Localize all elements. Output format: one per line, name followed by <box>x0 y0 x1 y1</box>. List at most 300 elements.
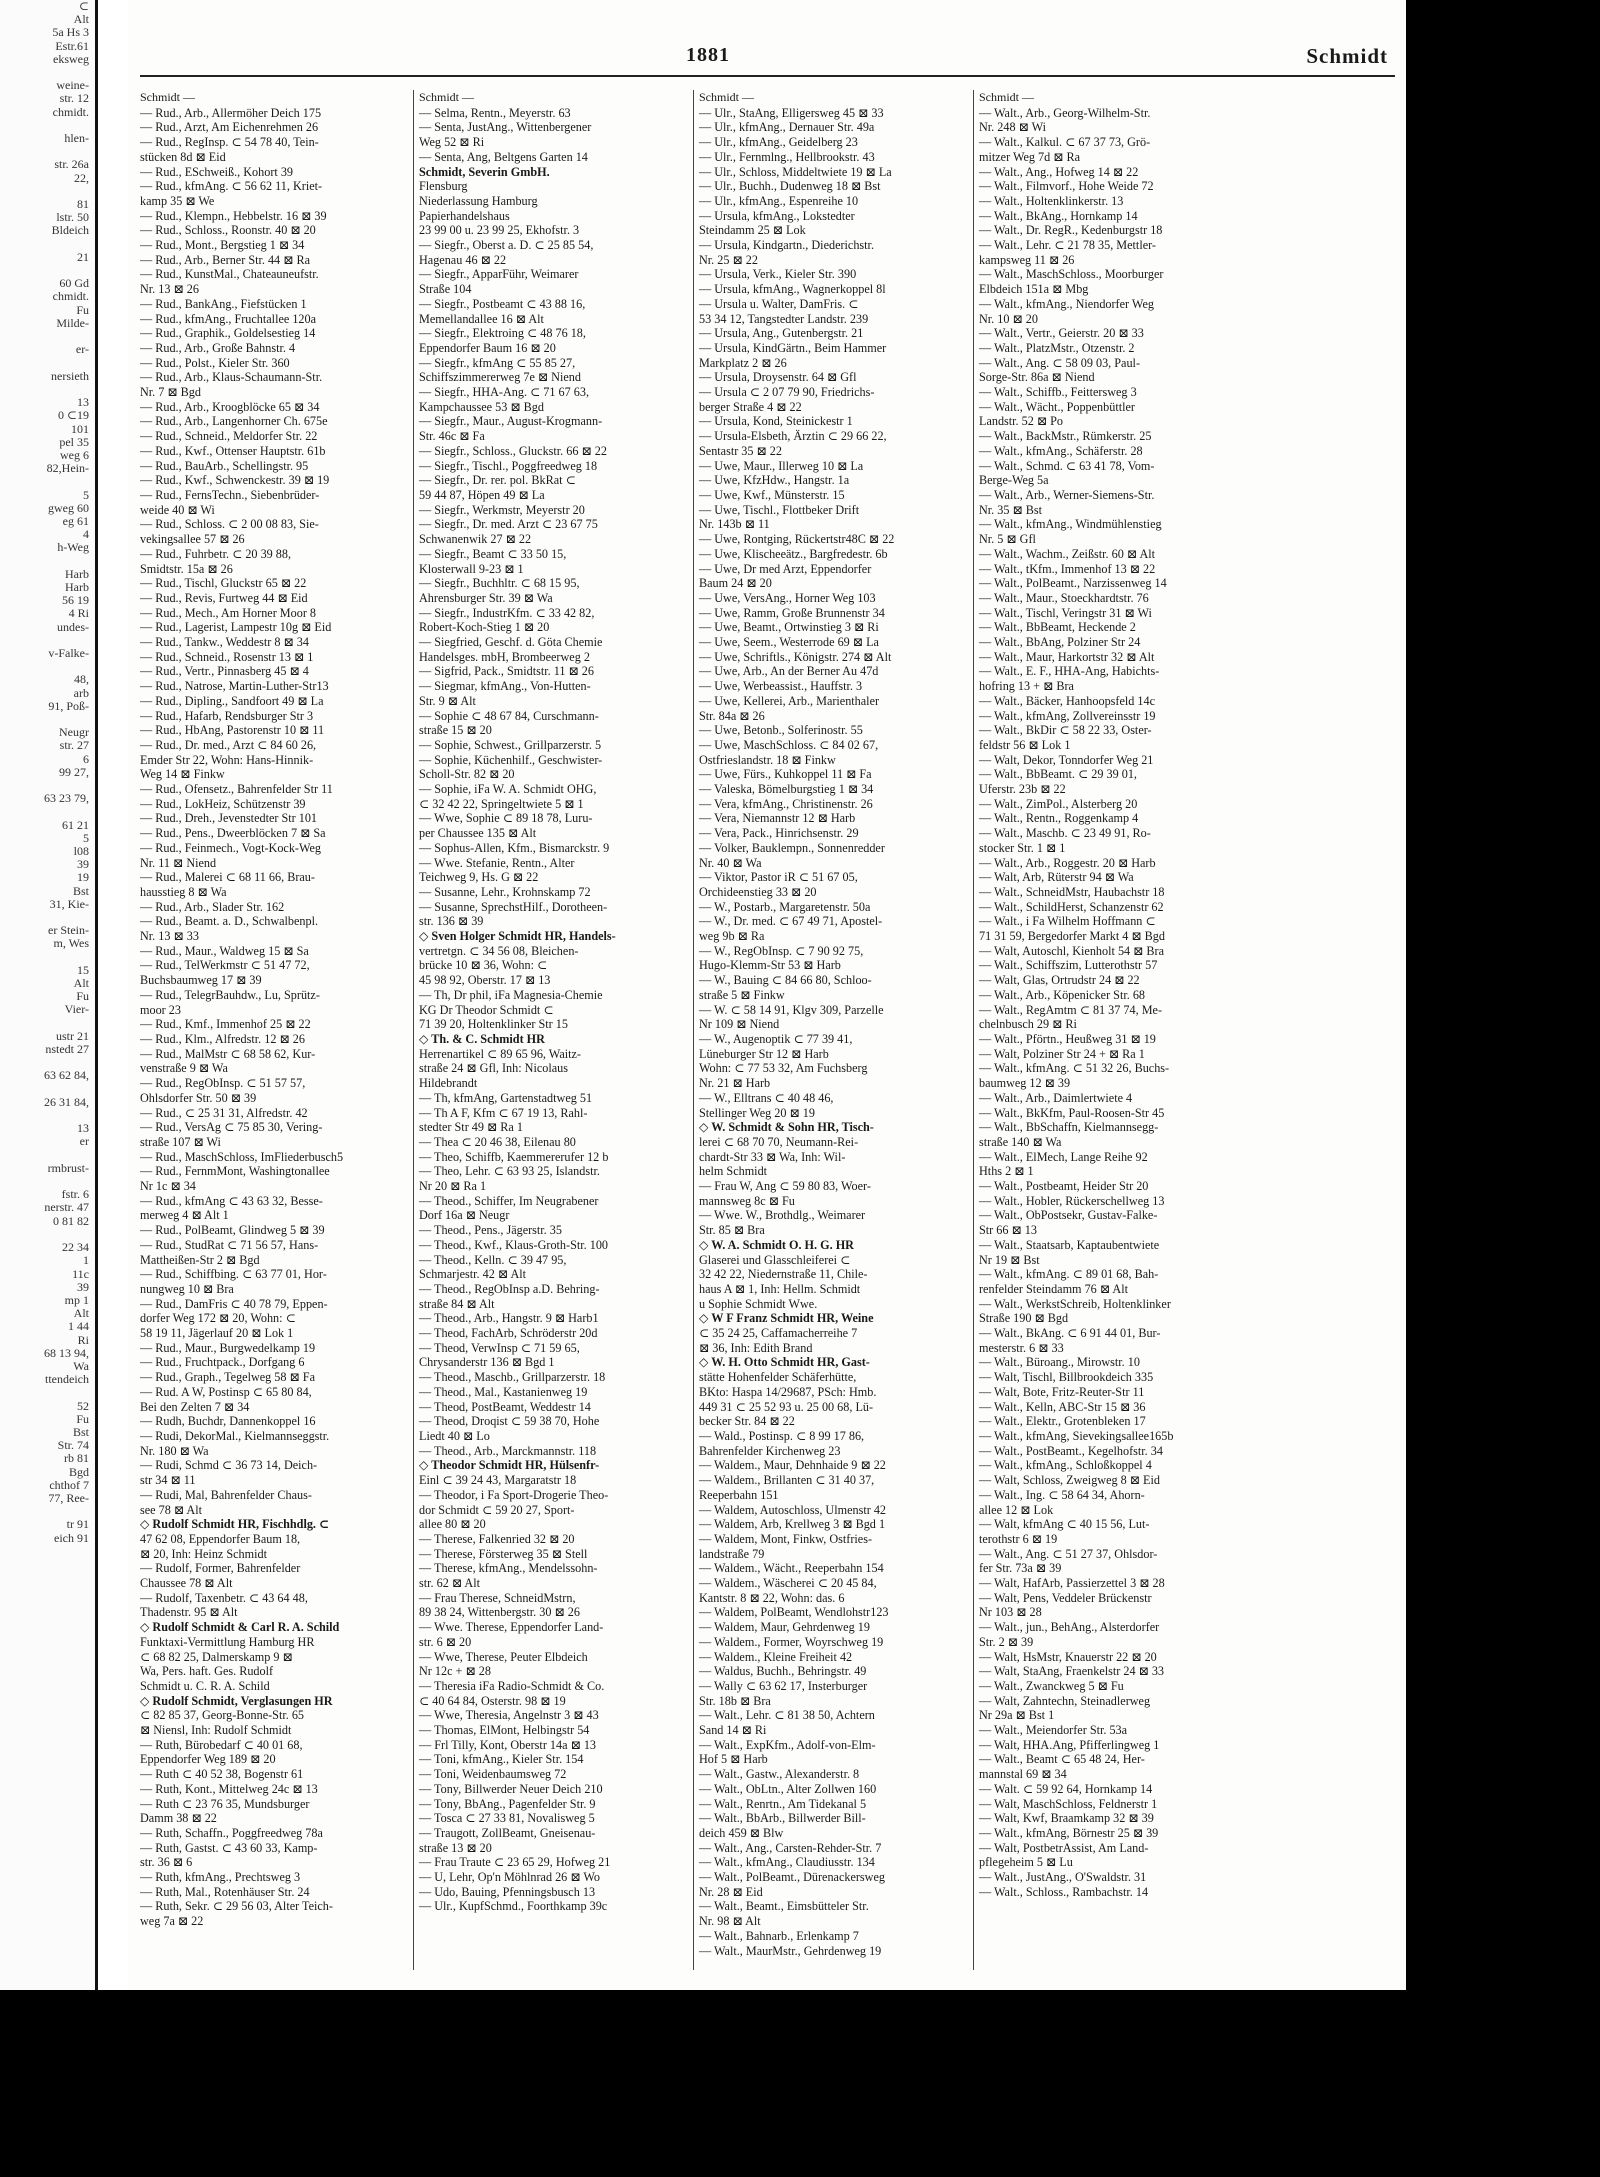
prev-page-fragment: weine- <box>56 78 89 93</box>
directory-entry: Nr. 180 ⊠ Wa <box>140 1443 209 1458</box>
directory-entry: straße 107 ⊠ Wi <box>140 1134 221 1149</box>
directory-entry: Bei den Zelten 7 ⊠ 34 <box>140 1399 250 1414</box>
directory-entry: — Rudolf, Former, Bahrenfelder <box>140 1561 301 1576</box>
directory-entry: — Walt., E. F., HHA-Ang, Habichts- <box>979 664 1160 679</box>
directory-entry: 45 98 92, Oberstr. 17 ⊠ 13 <box>419 973 551 988</box>
directory-entry: — Siegfr., Elektroing ⊂ 48 76 18, <box>419 326 586 341</box>
directory-entry: straße 13 ⊠ 20 <box>419 1840 492 1855</box>
directory-entry: Nr 29a ⊠ Bst 1 <box>979 1708 1055 1723</box>
directory-entry: — Thea ⊂ 20 46 38, Eilenau 80 <box>419 1134 576 1149</box>
prev-page-fragment: 6 <box>83 751 89 766</box>
directory-entry: Schmidt, Severin GmbH. <box>419 164 550 179</box>
directory-entry: — Sophie ⊂ 48 67 84, Curschmann- <box>419 708 599 723</box>
directory-entry: — Walt, MaschSchloss, Feldnerstr 1 <box>979 1796 1158 1811</box>
directory-entry: — Walt., Bäcker, Hanhoopsfeld 14c <box>979 693 1155 708</box>
directory-entry: — Walt., Arb., Werner-Siemens-Str. <box>979 487 1155 502</box>
directory-entry: — Thomas, ElMont, Helbingstr 54 <box>419 1723 590 1738</box>
prev-page-fragment: 4 Ri <box>68 606 89 621</box>
directory-entry: — Rud., Kwf., Ottenser Hauptstr. 61b <box>140 443 326 458</box>
directory-entry: Stellinger Weg 20 ⊠ 19 <box>699 1105 815 1120</box>
directory-entry: nungweg 10 ⊠ Bra <box>140 1281 234 1296</box>
directory-entry: — Ulr., Schloss, Middeltwiete 19 ⊠ La <box>699 164 892 179</box>
directory-entry: Sentastr 35 ⊠ 22 <box>699 443 782 458</box>
previous-page-edge <box>0 0 98 1990</box>
directory-entry: Nr 1c ⊠ 34 <box>140 1179 196 1194</box>
directory-entry: dor Schmidt ⊂ 59 20 27, Sport- <box>419 1502 575 1517</box>
directory-entry: — Waldem, Autoschloss, Ulmenstr 42 <box>699 1502 887 1517</box>
directory-entry: BKto: Haspa 14/29687, PSch: Hmb. <box>699 1384 877 1399</box>
prev-page-fragment: er <box>79 1134 89 1149</box>
directory-entry: — Rud., Fuhrbetr. ⊂ 20 39 88, <box>140 546 292 561</box>
directory-entry: — Sophie, iFa W. A. Schmidt OHG, <box>419 782 597 797</box>
directory-entry: — Uwe, Kellerei, Arb., Marienthaler <box>699 693 880 708</box>
directory-entry: — Rud., Schneid., Rosenstr 13 ⊠ 1 <box>140 649 314 664</box>
directory-entry: — Siegfr., Dr. rer. pol. BkRat ⊂ <box>419 473 576 488</box>
prev-page-fragment: 5 <box>83 487 89 502</box>
directory-entry: — Walt., Postbeamt, Heider Str 20 <box>979 1179 1149 1194</box>
prev-page-fragment: 11c <box>72 1266 89 1281</box>
directory-entry: Hugo-Klemm-Str 53 ⊠ Harb <box>699 958 841 973</box>
prev-page-fragment: 31, Kie- <box>49 896 89 911</box>
directory-entry: — Rud., Dr. med., Arzt ⊂ 84 60 26, <box>140 737 317 752</box>
directory-entry: weg 9b ⊠ Ra <box>699 929 765 944</box>
directory-entry: — Uwe, MaschSchloss. ⊂ 84 02 67, <box>699 737 879 752</box>
directory-entry: — Uwe, Beamt., Ortwinstieg 3 ⊠ Ri <box>699 620 879 635</box>
directory-entry: — Wwe. Stefanie, Rentn., Alter <box>419 855 575 870</box>
directory-entry: — Ruth, Kont., Mittelweg 24c ⊠ 13 <box>140 1781 318 1796</box>
directory-entry: — Walt., MaurMstr., Gehrdenweg 19 <box>699 1943 882 1958</box>
directory-entry: — Walt., ObPostsekr, Gustav-Falke- <box>979 1208 1158 1223</box>
column-head: Schmidt — <box>419 90 475 104</box>
directory-entry: — Rud., Arb., Große Bahnstr. 4 <box>140 340 296 355</box>
directory-entry: — Walt., ExpKfm., Adolf-von-Elm- <box>699 1737 876 1752</box>
directory-entry: — Siegfr., Buchhltr. ⊂ 68 15 95, <box>419 576 580 591</box>
directory-entry: — Senta, Ang, Beltgens Garten 14 <box>419 149 588 164</box>
directory-entry: — Walt, Schloss, Zweigweg 8 ⊠ Eid <box>979 1473 1160 1488</box>
directory-entry: Steindamm 25 ⊠ Lok <box>699 223 806 238</box>
directory-entry: — Theod., Arb., Hangstr. 9 ⊠ Harb1 <box>419 1311 599 1326</box>
prev-page-fragment: 22, <box>74 170 89 185</box>
directory-entry: — Therese, kfmAng., Mendelssohn- <box>419 1561 598 1576</box>
directory-entry: — Rud., Tankw., Weddestr 8 ⊠ 34 <box>140 635 309 650</box>
directory-entry: Nr. 11 ⊠ Niend <box>140 855 217 870</box>
directory-entry: — Rud., Beamt. a. D., Schwalbenpl. <box>140 914 319 929</box>
directory-entry: — Traugott, ZollBeamt, Gneisenau- <box>419 1825 596 1840</box>
directory-entry: — Vera, Niemannstr 12 ⊠ Harb <box>699 811 856 826</box>
prev-page-fragment: 5 <box>83 830 89 845</box>
directory-entry: — Rud., kfmAng. ⊂ 56 62 11, Kriet- <box>140 179 323 194</box>
directory-entry: — Walt., Ing. ⊂ 58 64 34, Ahorn- <box>979 1487 1145 1502</box>
prev-page-fragment: 26 31 84, <box>44 1094 89 1109</box>
directory-entry: — Uwe, Betonb., Solferinostr. 55 <box>699 723 863 738</box>
column-head: Schmidt — <box>699 90 755 104</box>
directory-entry: Sand 14 ⊠ Ri <box>699 1723 767 1738</box>
directory-entry: — Walt., tKfm., Immenhof 13 ⊠ 22 <box>979 561 1156 576</box>
directory-entry: — Uwe, Werbeassist., Hauffstr. 3 <box>699 679 863 694</box>
directory-entry: — Rud., Natrose, Martin-Luther-Str13 <box>140 679 329 694</box>
directory-entry: — Walt., Wächt., Poppenbüttler <box>979 399 1135 414</box>
directory-entry: — Walt., BbBeamt, Heckende 2 <box>979 620 1136 635</box>
prev-page-fragment: ustr 21 <box>56 1028 89 1043</box>
directory-entry: — Ulr., kfmAng., Geidelberg 23 <box>699 135 858 150</box>
directory-entry: — Wwe. W., Brothdlg., Weimarer <box>699 1208 866 1223</box>
directory-entry: Wa, Pers. haft. Ges. Rudolf <box>140 1664 274 1679</box>
directory-entry: — Rud., Schiffbing. ⊂ 63 77 01, Hor- <box>140 1267 327 1282</box>
directory-entry: — W. ⊂ 58 14 91, Klgv 309, Parzelle <box>699 1002 884 1017</box>
prev-page-fragment: Alt <box>73 12 89 27</box>
prev-page-fragment: ttendeich <box>45 1372 89 1387</box>
directory-entry: — Tosca ⊂ 27 33 81, Novalisweg 5 <box>419 1811 595 1826</box>
prev-page-fragment: chthof 7 <box>49 1477 89 1492</box>
directory-entry: — Walt., kfmAng. ⊂ 51 32 26, Buchs- <box>979 1061 1170 1076</box>
directory-entry: — Uwe, KfzHdw., Hangstr. 1a <box>699 473 850 488</box>
directory-entry: Str. 85 ⊠ Bra <box>699 1223 765 1238</box>
directory-entry: Uferstr. 23b ⊠ 22 <box>979 782 1066 797</box>
directory-entry: — Walt., kfmAng., Schloßkoppel 4 <box>979 1458 1152 1473</box>
directory-entry: — Siegfr., kfmAng ⊂ 55 85 27, <box>419 355 576 370</box>
directory-entry: stocker Str. 1 ⊠ 1 <box>979 840 1066 855</box>
directory-entry: — Walt., Pförtn., Heußweg 31 ⊠ 19 <box>979 1032 1156 1046</box>
directory-entry: — Siegfr., Werkmstr, Meyerstr 20 <box>419 502 585 517</box>
prev-page-fragment: eich 91 <box>54 1530 89 1545</box>
directory-entry: — Rud., Mont., Bergstieg 1 ⊠ 34 <box>140 238 305 253</box>
directory-entry: pflegeheim 5 ⊠ Lu <box>979 1855 1073 1870</box>
directory-entry: — Walt., Arb., Köpenicker Str. 68 <box>979 987 1146 1002</box>
directory-entry: — Rud., Dipling., Sandfoort 49 ⊠ La <box>140 693 324 708</box>
prev-page-fragment: eksweg <box>53 51 89 66</box>
directory-entry: Wohn: ⊂ 77 53 32, Am Fuchsberg <box>699 1061 868 1076</box>
directory-entry: — Rud., Arb., Klaus-Schaumann-Str. <box>140 370 323 385</box>
directory-entry: — Walt., Schiffb., Feittersweg 3 <box>979 385 1137 400</box>
prev-page-fragment: weg 6 <box>60 447 89 462</box>
directory-entry: — Wwe. Therese, Eppendorfer Land- <box>419 1620 604 1635</box>
directory-entry: fer Str. 73a ⊠ 39 <box>979 1561 1062 1576</box>
prev-page-fragment: mp 1 <box>64 1292 89 1307</box>
page-number: 1881 <box>686 44 730 66</box>
directory-entry: — Walt., PolBeamt., Narzissenweg 14 <box>979 576 1167 591</box>
directory-entry: kampsweg 11 ⊠ 26 <box>979 252 1075 267</box>
directory-entry: — Walt., BbSchaffn, Kielmannsegg- <box>979 1120 1159 1135</box>
directory-entry: — Walt., RegAmtm ⊂ 81 37 74, Me- <box>979 1002 1163 1017</box>
directory-entry: — Walt., BbAng, Polziner Str 24 <box>979 635 1141 650</box>
directory-entry: str. 62 ⊠ Alt <box>419 1576 481 1591</box>
directory-entry: — Theod., Schiffer, Im Neugrabener <box>419 1193 599 1208</box>
directory-entry: — Walt., Elektr., Grotenbleken 17 <box>979 1414 1146 1429</box>
directory-entry: merweg 4 ⊠ Alt 1 <box>140 1208 229 1223</box>
directory-entry: — Walt., SchildHerst, Schanzenstr 62 <box>979 899 1164 914</box>
prev-page-fragment: Fu <box>76 1411 89 1426</box>
directory-entry: — Rud., Arb., Slader Str. 162 <box>140 899 285 914</box>
directory-entry: — Walt., Ang. ⊂ 51 27 37, Ohlsdor- <box>979 1546 1158 1561</box>
directory-entry: — Walt., Kalkul. ⊂ 67 37 73, Grö- <box>979 135 1151 150</box>
directory-entry: — Walt, HsMstr, Knauerstr 22 ⊠ 20 <box>979 1649 1157 1664</box>
prev-page-fragment: fstr. 6 <box>61 1187 89 1202</box>
directory-entry: — Rud., Mech., Am Horner Moor 8 <box>140 605 317 620</box>
directory-entry: — W., RegObInsp. ⊂ 7 90 92 75, <box>699 943 864 958</box>
column-head: Schmidt — <box>140 90 196 104</box>
directory-entry: moor 23 <box>140 1002 181 1017</box>
directory-entry: — Rud., Arb., Kroogblöcke 65 ⊠ 34 <box>140 399 320 414</box>
directory-entry: — Ulr., Buchh., Dudenweg 18 ⊠ Bst <box>699 179 881 194</box>
directory-entry: — Ursula ⊂ 2 07 79 90, Friedrichs- <box>699 385 875 400</box>
directory-entry: — Rud., Revis, Furtweg 44 ⊠ Eid <box>140 590 308 605</box>
directory-entry: feldstr 56 ⊠ Lok 1 <box>979 737 1071 752</box>
directory-entry: — Ruth, Sekr. ⊂ 29 56 03, Alter Teich- <box>140 1899 333 1914</box>
prev-page-fragment: arb <box>73 685 89 700</box>
directory-entry: Nr. 7 ⊠ Bgd <box>140 385 201 400</box>
prev-page-fragment <box>0 356 95 369</box>
directory-entry: mesterstr. 6 ⊠ 33 <box>979 1340 1064 1355</box>
prev-page-fragment <box>0 1386 95 1399</box>
directory-entry: — Walt., BbBeamt. ⊂ 29 39 01, <box>979 767 1137 782</box>
prev-page-fragment <box>0 805 95 818</box>
directory-entry: Bahrenfelder Kirchenweg 23 <box>699 1443 841 1458</box>
prev-page-fragment: 15 <box>77 962 89 977</box>
directory-entry: — Theod., RegObInsp a.D. Behring- <box>419 1281 600 1296</box>
directory-entry: — Walt, Tischl, Billbrookdeich 335 <box>979 1370 1154 1385</box>
directory-entry: — Rud., KunstMal., Chateauneufstr. <box>140 267 319 282</box>
directory-entry: — Theo, Schiffb, Kaemmererufer 12 b <box>419 1149 609 1164</box>
prev-page-fragment: str. 27 <box>59 738 89 753</box>
directory-entry: — Ursula, KindGärtn., Beim Hammer <box>699 340 887 355</box>
directory-entry: — Rud., Graph., Tegelweg 58 ⊠ Fa <box>140 1370 315 1385</box>
directory-column-3 <box>693 90 974 1970</box>
directory-entry: Nr 109 ⊠ Niend <box>699 1017 780 1032</box>
directory-entry: Nr 12c + ⊠ 28 <box>419 1664 491 1679</box>
directory-entry: straße 140 ⊠ Wa <box>979 1134 1062 1149</box>
directory-entry: — Th A F, Kfm ⊂ 67 19 13, Rahl- <box>419 1105 588 1120</box>
directory-entry: weg 7a ⊠ 22 <box>140 1914 204 1929</box>
directory-entry: — Siegfr., ApparFühr, Weimarer <box>419 267 579 282</box>
prev-page-fragment: Bgd <box>68 1464 89 1479</box>
directory-entry: — Rud., MalMstr ⊂ 68 58 62, Kur- <box>140 1046 316 1061</box>
directory-entry: — Walt., Filmvorf., Hohe Weide 72 <box>979 179 1154 194</box>
directory-entry: Schmarjestr. 42 ⊠ Alt <box>419 1267 527 1282</box>
directory-entry: — Ulr., kfmAng., Espenreihe 10 <box>699 193 859 208</box>
directory-entry: — Waldem., Wäscherei ⊂ 20 45 84, <box>699 1576 877 1591</box>
directory-entry: ◇ Th. & C. Schmidt HR <box>419 1032 545 1046</box>
directory-entry: 47 62 08, Eppendorfer Baum 18, <box>140 1531 301 1546</box>
directory-entry: Ostfrieslandstr. 18 ⊠ Finkw <box>699 752 836 767</box>
directory-entry: Papierhandelshaus <box>419 208 510 223</box>
directory-entry: — Uwe, Ramm, Große Brunnenstr 34 <box>699 605 885 620</box>
directory-entry: Nr. 10 ⊠ 20 <box>979 311 1038 326</box>
directory-entry: — Walt, kfmAng ⊂ 40 15 56, Lut- <box>979 1517 1150 1532</box>
prev-page-fragment: Alt <box>73 976 89 991</box>
directory-entry: — Walt., Dr. RegR., Kedenburgstr 18 <box>979 223 1163 238</box>
directory-entry: — Siegfr., Tischl., Poggfreedweg 18 <box>419 458 598 473</box>
prev-page-fragment: 81 <box>77 197 89 212</box>
prev-page-fragment: Fu <box>76 989 89 1004</box>
prev-page-fragment: 0 ⊂19 <box>57 408 89 423</box>
directory-entry: — Ruth, Schaffn., Poggfreedweg 78a <box>140 1825 323 1840</box>
prev-page-fragment: h-Weg <box>57 540 89 555</box>
directory-entry: — Viktor, Pastor iR ⊂ 51 67 05, <box>699 870 858 885</box>
prev-page-fragment <box>0 555 95 568</box>
directory-entry: Nr. 13 ⊠ 33 <box>140 929 199 944</box>
directory-entry: — Waldem, PolBeamt, Wendlohstr123 <box>699 1605 889 1620</box>
directory-entry: — Walt., Vertr., Geierstr. 20 ⊠ 33 <box>979 326 1144 341</box>
directory-entry: — Walt., PolBeamt., Dürenackersweg <box>699 1870 885 1885</box>
directory-entry: ⊠ 36, Inh: Edith Brand <box>699 1340 813 1355</box>
directory-entry: 449 31 ⊂ 25 52 93 u. 25 00 68, Lü- <box>699 1399 874 1414</box>
directory-entry: — Waldem., Former, Woyrschweg 19 <box>699 1634 884 1649</box>
directory-entry: ◇ Rudolf Schmidt HR, Fischhdlg. ⊂ <box>140 1517 330 1532</box>
directory-entry: — Walt., Schloss., Rambachstr. 14 <box>979 1884 1149 1899</box>
directory-entry: — Walt., Kelln, ABC-Str 15 ⊠ 36 <box>979 1399 1146 1414</box>
directory-entry: — Uwe, Tischl., Flottbeker Drift <box>699 502 860 517</box>
directory-entry: — Walt, Glas, Ortrudstr 24 ⊠ 22 <box>979 973 1140 988</box>
directory-entry: — Theod., Kelln. ⊂ 39 47 95, <box>419 1252 567 1267</box>
directory-entry: — Walt., Zwanckweg 5 ⊠ Fu <box>979 1678 1124 1693</box>
directory-page <box>128 0 1406 1990</box>
directory-entry: Hagenau 46 ⊠ 22 <box>419 252 507 267</box>
directory-entry: — Theod., Arb., Marckmannstr. 118 <box>419 1443 597 1458</box>
directory-entry: Nr. 248 ⊠ Wi <box>979 120 1047 135</box>
directory-entry: — Walt., ObLtn., Alter Zollwen 160 <box>699 1781 877 1796</box>
scan-border-bottom <box>0 1990 1600 2177</box>
directory-entry: Nr 19 ⊠ Bst <box>979 1252 1040 1267</box>
directory-entry: — Ulr., StaAng, Elligersweg 45 ⊠ 33 <box>699 105 884 120</box>
directory-entry: — Udo, Bauing, Pfenningsbusch 13 <box>419 1884 596 1899</box>
directory-entry: — Theod, FachArb, Schröderstr 20d <box>419 1326 598 1341</box>
prev-page-fragment: Wa <box>73 1358 89 1373</box>
prev-page-fragment: 52 <box>77 1398 89 1413</box>
directory-entry: — Rud., Graphik., Goldelsestieg 14 <box>140 326 316 341</box>
directory-entry: ⊠ Niensl, Inh: Rudolf Schmidt <box>140 1723 292 1738</box>
prev-page-fragment <box>0 1083 95 1096</box>
directory-entry: — Uwe, Rontging, Rückertstr48C ⊠ 22 <box>699 532 895 547</box>
directory-entry: ◇ Sven Holger Schmidt HR, Handels- <box>419 929 616 944</box>
directory-entry: hausstieg 8 ⊠ Wa <box>140 884 227 899</box>
directory-entry: — Walt., kfmAng. ⊂ 89 01 68, Bah- <box>979 1267 1159 1282</box>
directory-entry: — Walt., Maschb. ⊂ 23 49 91, Ro- <box>979 826 1151 841</box>
directory-entry: weide 40 ⊠ Wi <box>140 502 215 517</box>
directory-entry: — Walt., Renrtn., Am Tidekanal 5 <box>699 1796 867 1811</box>
directory-entry: ⊠ 20, Inh: Heinz Schmidt <box>140 1546 267 1561</box>
directory-entry: — Walt., kfmAng., Niendorfer Weg <box>979 296 1154 311</box>
directory-entry: — Ulr., KupfSchmd., Foorthkamp 39c <box>419 1899 608 1914</box>
directory-entry: 32 42 22, Niedernstraße 11, Chile- <box>699 1267 868 1282</box>
prev-page-fragment: chmidt. <box>52 289 89 304</box>
directory-entry: — Rud., Dreh., Jevenstedter Str 101 <box>140 811 318 826</box>
directory-entry: — Walt., Arb., Daimlertwiete 4 <box>979 1090 1133 1105</box>
directory-entry: — Walt., ElMech, Lange Reihe 92 <box>979 1149 1148 1164</box>
directory-entry: — Walt., SchneidMstr, Haubachstr 18 <box>979 884 1165 899</box>
directory-column-4 <box>973 90 1254 1970</box>
directory-entry: — Walt., Beamt ⊂ 65 48 24, Her- <box>979 1752 1145 1767</box>
directory-entry: Hths 2 ⊠ 1 <box>979 1164 1034 1179</box>
directory-entry: — Toni, Weidenbaumsweg 72 <box>419 1767 567 1782</box>
directory-entry: — Theod, PostBeamt, Weddestr 14 <box>419 1399 591 1414</box>
directory-entry: Damm 38 ⊠ 22 <box>140 1811 217 1826</box>
directory-entry: mitzer Weg 7d ⊠ Ra <box>979 149 1081 164</box>
prev-page-fragment: Neugr <box>59 725 89 740</box>
directory-entry: — Rud., Kwf., Schwenckestr. 39 ⊠ 19 <box>140 473 330 488</box>
directory-entry: — Sophus-Allen, Kfm., Bismarckstr. 9 <box>419 840 610 855</box>
prev-page-fragment: m, Wes <box>53 936 89 951</box>
directory-entry: — Ulr., kfmAng., Dernauer Str. 49a <box>699 120 875 135</box>
prev-page-fragment: 13 <box>77 395 89 410</box>
directory-entry: — Theod, VerwInsp ⊂ 71 59 65, <box>419 1340 580 1355</box>
directory-entry: — Rud., BauArb., Schellingstr. 95 <box>140 458 309 473</box>
directory-entry: haus A ⊠ 1, Inh: Hellm. Schmidt <box>699 1281 861 1296</box>
directory-entry: — Walt., Rentn., Roggenkamp 4 <box>979 811 1139 826</box>
directory-entry: — Ursula-Elsbeth, Ärztin ⊂ 29 66 22, <box>699 429 887 444</box>
directory-entry: — Walt., Meiendorfer Str. 53a <box>979 1723 1128 1738</box>
directory-entry: 71 39 20, Holtenklinker Str 15 <box>419 1017 568 1032</box>
directory-entry: — Rud., Schneid., Meldorfer Str. 22 <box>140 429 318 444</box>
prev-page-fragment: Estr.61 <box>55 38 89 53</box>
directory-entry: — Walt., Schmd. ⊂ 63 41 78, Vom- <box>979 458 1155 473</box>
directory-entry: — Ruth, kfmAng., Prechtsweg 3 <box>140 1870 301 1885</box>
directory-entry: — Rud., LokHeiz, Schützenstr 39 <box>140 796 306 811</box>
directory-entry: — Theod., Mal., Kastanienweg 19 <box>419 1384 588 1399</box>
scan-border-right <box>1406 0 1600 2177</box>
prev-page-fragment: 91, Poß- <box>48 698 89 713</box>
directory-entry: Handelsges. mbH, Brombeerweg 2 <box>419 649 590 664</box>
directory-entry: Emder Str 22, Wohn: Hans-Hinnik- <box>140 752 314 767</box>
directory-entry: — Theod., Kwf., Klaus-Groth-Str. 100 <box>419 1237 609 1252</box>
prev-page-fragment: str. 12 <box>59 91 89 106</box>
directory-entry: — Sigfrid, Pack., Smidtstr. 11 ⊠ 26 <box>419 664 594 679</box>
directory-entry: u Sophie Schmidt Wwe. <box>699 1296 818 1311</box>
directory-entry: Glaserei und Glasschleiferei ⊂ <box>699 1252 851 1267</box>
directory-entry: — Vera, kfmAng., Christinenstr. 26 <box>699 796 873 811</box>
prev-page-fragment: chmidt. <box>52 104 89 119</box>
directory-entry: Orchideenstieg 33 ⊠ 20 <box>699 884 817 899</box>
header-rule <box>140 75 1395 77</box>
prev-page-fragment: 99 27, <box>59 764 89 779</box>
directory-entry: — Rud., FernsTechn., Siebenbrüder- <box>140 487 320 502</box>
directory-entry: — Rud., Feinmech., Vogt-Kock-Weg <box>140 840 322 855</box>
directory-entry: — Siegfr., Dr. med. Arzt ⊂ 23 67 75 <box>419 517 598 532</box>
directory-entry: — Uwe, Schriftls., Königstr. 274 ⊠ Alt <box>699 649 892 664</box>
page-gutter <box>98 0 128 1990</box>
directory-entry: — Vera, Pack., Hinrichsenstr. 29 <box>699 826 859 841</box>
directory-entry: — Siegfr., Schloss., Gluckstr. 66 ⊠ 22 <box>419 443 607 458</box>
directory-entry: — Siegfr., Postbeamt ⊂ 43 88 16, <box>419 296 586 311</box>
directory-entry: Smidtstr. 15a ⊠ 26 <box>140 561 233 576</box>
directory-entry: — Rud., Hafarb, Rendsburger Str 3 <box>140 708 314 723</box>
directory-entry: — Rud., Tischl, Gluckstr 65 ⊠ 22 <box>140 576 307 591</box>
directory-entry: — Ulr., Fernmlng., Hellbrookstr. 43 <box>699 149 875 164</box>
directory-entry: — Rud., Pens., Dweerblöcken 7 ⊠ Sa <box>140 826 326 841</box>
directory-entry: — Uwe, Dr med Arzt, Eppendorfer <box>699 561 872 576</box>
directory-entry: — Walt., Lehr. ⊂ 21 78 35, Mettler- <box>979 238 1156 253</box>
directory-entry: allee 80 ⊠ 20 <box>419 1517 486 1532</box>
directory-entry: Str 66 ⊠ 13 <box>979 1223 1037 1238</box>
directory-entry: — Rud., TelegrBauhdw., Lu, Sprütz- <box>140 987 320 1002</box>
page-header <box>128 44 1406 72</box>
prev-page-fragment <box>0 238 95 251</box>
directory-entry: — Frau Traute ⊂ 23 65 29, Hofweg 21 <box>419 1855 611 1870</box>
directory-entry: Nr. 98 ⊠ Alt <box>699 1914 761 1929</box>
directory-entry: — Therese, Försterweg 35 ⊠ Stell <box>419 1546 588 1561</box>
directory-entry: ◇ Rudolf Schmidt & Carl R. A. Schild <box>140 1620 340 1635</box>
directory-entry: — Walt., Maur., Stoeckhardtstr. 76 <box>979 590 1149 605</box>
directory-entry: — Ruth ⊂ 23 76 35, Mundsburger <box>140 1796 310 1811</box>
directory-entry: Herrenartikel ⊂ 89 65 96, Waitz- <box>419 1046 581 1061</box>
directory-entry: Memellandallee 16 ⊠ Alt <box>419 311 544 326</box>
directory-entry: — Walt., Maur, Harkortstr 32 ⊠ Alt <box>979 649 1155 664</box>
directory-entry: Landstr. 52 ⊠ Po <box>979 414 1064 429</box>
directory-entry: brücke 10 ⊠ 36, Wohn: ⊂ <box>419 958 548 973</box>
directory-entry: Reeperbahn 151 <box>699 1487 779 1502</box>
prev-page-fragment: 13 <box>77 1121 89 1136</box>
directory-entry: — Ruth ⊂ 40 52 38, Bogenstr 61 <box>140 1767 304 1782</box>
prev-page-fragment: l08 <box>73 844 89 858</box>
